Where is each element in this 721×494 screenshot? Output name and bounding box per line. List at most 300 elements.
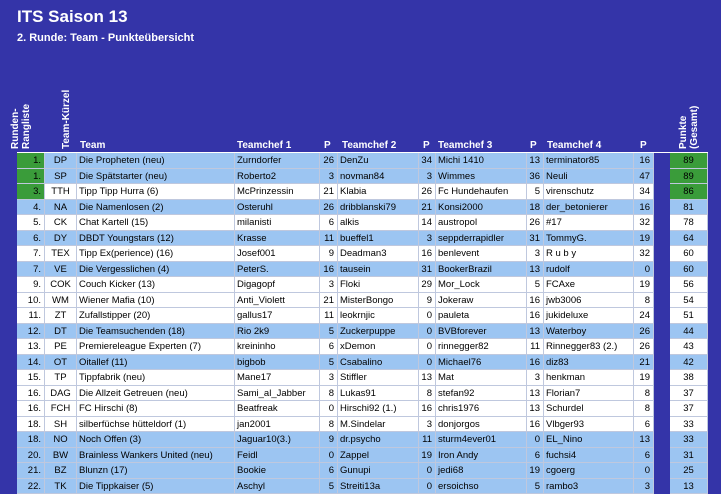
cell-chef2: leokrnjic	[338, 308, 419, 324]
cell-chef3: Iron Andy	[436, 448, 527, 464]
cell-chef3: donjorgos	[436, 417, 527, 433]
table-row	[17, 277, 708, 293]
cell-chef1: Sami_al_Jabber	[235, 386, 320, 402]
cell-p4: 8	[634, 386, 654, 402]
cell-team: Tipp Tipp Hurra (6)	[77, 184, 235, 200]
page-subtitle: 2. Runde: Team - Punkteübersicht	[17, 32, 194, 44]
cell-p4: 8	[634, 401, 654, 417]
cell-p3: 6	[527, 448, 544, 464]
cell-rank: 13.	[17, 339, 45, 355]
cell-separator	[654, 246, 670, 262]
cell-p2: 0	[419, 479, 436, 494]
cell-total: 89	[670, 153, 708, 169]
cell-p1: 11	[320, 231, 338, 247]
cell-rank: 5.	[17, 215, 45, 231]
table-row	[17, 339, 708, 355]
cell-chef2: Deadman3	[338, 246, 419, 262]
cell-p1: 3	[320, 370, 338, 386]
cell-team: Die Vergesslichen (4)	[77, 262, 235, 278]
cell-p1: 5	[320, 479, 338, 494]
cell-chef3: BookerBrazil	[436, 262, 527, 278]
cell-separator	[654, 401, 670, 417]
cell-chef3: ersoichso	[436, 479, 527, 494]
cell-team: Zufallstipper (20)	[77, 308, 235, 324]
cell-p4: 34	[634, 184, 654, 200]
cell-p4: 6	[634, 417, 654, 433]
cell-chef4: der_betonierer	[544, 200, 634, 216]
cell-p4: 16	[634, 200, 654, 216]
table-row	[17, 246, 708, 262]
cell-separator	[654, 184, 670, 200]
cell-separator	[654, 215, 670, 231]
header-rank	[10, 89, 32, 149]
cell-chef3: Fc Hundehaufen	[436, 184, 527, 200]
cell-p4: 8	[634, 293, 654, 309]
cell-total: 33	[670, 432, 708, 448]
cell-chef2: Klabia	[338, 184, 419, 200]
cell-team: Oitallef (11)	[77, 355, 235, 371]
cell-chef2: bueffel1	[338, 231, 419, 247]
cell-code: WM	[45, 293, 77, 309]
cell-chef1: Jaguar10(3.)	[235, 432, 320, 448]
cell-code: COK	[45, 277, 77, 293]
cell-code: PE	[45, 339, 77, 355]
cell-rank: 16.	[17, 401, 45, 417]
cell-p2: 0	[419, 355, 436, 371]
cell-p3: 13	[527, 386, 544, 402]
cell-chef2: Zappel	[338, 448, 419, 464]
cell-rank: 18.	[17, 417, 45, 433]
cell-p2: 9	[419, 293, 436, 309]
cell-p2: 3	[419, 231, 436, 247]
cell-chef4: Florian7	[544, 386, 634, 402]
cell-rank: 15.	[17, 370, 45, 386]
cell-p1: 6	[320, 463, 338, 479]
cell-team: Noch Offen (3)	[77, 432, 235, 448]
table-row	[17, 386, 708, 402]
cell-chef3: sturm4ever01	[436, 432, 527, 448]
cell-separator	[654, 386, 670, 402]
cell-separator	[654, 308, 670, 324]
cell-chef4: TommyG.	[544, 231, 634, 247]
cell-chef4: jwb3006	[544, 293, 634, 309]
cell-p3: 3	[527, 370, 544, 386]
cell-p1: 9	[320, 432, 338, 448]
table-row	[17, 432, 708, 448]
cell-p4: 0	[634, 262, 654, 278]
cell-p4: 47	[634, 169, 654, 185]
cell-chef3: austropol	[436, 215, 527, 231]
cell-rank: 3.	[17, 184, 45, 200]
cell-team: silberfüchse hütteldorf (1)	[77, 417, 235, 433]
header-code	[61, 90, 72, 149]
cell-chef2: dr.psycho	[338, 432, 419, 448]
cell-chef1: Zurndorfer	[235, 153, 320, 169]
cell-chef4: #17	[544, 215, 634, 231]
cell-separator	[654, 479, 670, 494]
cell-chef1: Josef001	[235, 246, 320, 262]
table-row	[17, 184, 708, 200]
cell-rank: 7.	[17, 246, 45, 262]
cell-separator	[654, 169, 670, 185]
cell-chef3: rinnegger82	[436, 339, 527, 355]
cell-p2: 19	[419, 448, 436, 464]
cell-code: FCH	[45, 401, 77, 417]
cell-chef2: Hirschi92 (1.)	[338, 401, 419, 417]
cell-total: 13	[670, 479, 708, 494]
cell-code: VE	[45, 262, 77, 278]
header-code-label: Team-Kürzel	[61, 90, 72, 149]
cell-p3: 3	[527, 246, 544, 262]
cell-chef3: Jokeraw	[436, 293, 527, 309]
cell-code: CK	[45, 215, 77, 231]
points-table	[17, 152, 708, 494]
cell-chef1: McPrinzessin	[235, 184, 320, 200]
cell-p3: 0	[527, 432, 544, 448]
cell-p2: 14	[419, 215, 436, 231]
cell-chef3: Wimmes	[436, 169, 527, 185]
cell-p2: 13	[419, 370, 436, 386]
table-row	[17, 355, 708, 371]
cell-chef1: Beatfreak	[235, 401, 320, 417]
table-row	[17, 215, 708, 231]
cell-code: DY	[45, 231, 77, 247]
cell-team: Wiener Mafia (10)	[77, 293, 235, 309]
cell-total: 43	[670, 339, 708, 355]
cell-team: Die Spätstarter (neu)	[77, 169, 235, 185]
header-chef2: Teamchef 2	[342, 140, 396, 152]
cell-separator	[654, 339, 670, 355]
cell-p4: 26	[634, 324, 654, 340]
cell-separator	[654, 432, 670, 448]
cell-p4: 32	[634, 215, 654, 231]
cell-p3: 16	[527, 355, 544, 371]
cell-p2: 3	[419, 417, 436, 433]
cell-team: FC Hirschi (8)	[77, 401, 235, 417]
header-p3: P	[530, 140, 537, 152]
cell-chef1: milanisti	[235, 215, 320, 231]
cell-chef4: Vlbger93	[544, 417, 634, 433]
cell-p3: 19	[527, 463, 544, 479]
cell-chef1: kreininho	[235, 339, 320, 355]
cell-chef1: Feidl	[235, 448, 320, 464]
cell-rank: 21.	[17, 463, 45, 479]
cell-p1: 3	[320, 169, 338, 185]
table-row	[17, 231, 708, 247]
cell-p1: 21	[320, 293, 338, 309]
cell-chef3: seppderrapidler	[436, 231, 527, 247]
cell-p1: 26	[320, 153, 338, 169]
cell-p2: 29	[419, 277, 436, 293]
cell-rank: 7.	[17, 262, 45, 278]
table-row	[17, 200, 708, 216]
cell-code: ZT	[45, 308, 77, 324]
cell-separator	[654, 262, 670, 278]
table-row	[17, 417, 708, 433]
cell-code: TTH	[45, 184, 77, 200]
cell-chef2: Floki	[338, 277, 419, 293]
cell-p3: 31	[527, 231, 544, 247]
cell-p3: 5	[527, 184, 544, 200]
cell-rank: 20.	[17, 448, 45, 464]
cell-chef1: Digagopf	[235, 277, 320, 293]
cell-rank: 4.	[17, 200, 45, 216]
cell-chef2: Stiffler	[338, 370, 419, 386]
cell-p2: 3	[419, 169, 436, 185]
cell-chef1: Roberto2	[235, 169, 320, 185]
cell-team: Tipp Ex(perience) (16)	[77, 246, 235, 262]
cell-total: 25	[670, 463, 708, 479]
cell-p4: 24	[634, 308, 654, 324]
cell-separator	[654, 153, 670, 169]
cell-p3: 18	[527, 200, 544, 216]
cell-separator	[654, 448, 670, 464]
cell-chef1: jan2001	[235, 417, 320, 433]
cell-code: NO	[45, 432, 77, 448]
cell-chef4: diz83	[544, 355, 634, 371]
cell-chef2: M.Sindelar	[338, 417, 419, 433]
cell-p1: 5	[320, 324, 338, 340]
cell-p4: 19	[634, 231, 654, 247]
table-row	[17, 463, 708, 479]
cell-separator	[654, 277, 670, 293]
cell-p4: 26	[634, 339, 654, 355]
cell-rank: 11.	[17, 308, 45, 324]
cell-code: DAG	[45, 386, 77, 402]
header-points	[678, 89, 700, 149]
cell-total: 86	[670, 184, 708, 200]
cell-p1: 26	[320, 200, 338, 216]
cell-p4: 21	[634, 355, 654, 371]
cell-total: 78	[670, 215, 708, 231]
cell-team: Die Tippkaiser (5)	[77, 479, 235, 494]
header-chef4: Teamchef 4	[547, 140, 601, 152]
cell-p3: 13	[527, 153, 544, 169]
cell-total: 89	[670, 169, 708, 185]
cell-chef4: R u b y	[544, 246, 634, 262]
cell-p4: 13	[634, 432, 654, 448]
cell-p2: 0	[419, 308, 436, 324]
header-points-label: Punkte (Gesamt)	[678, 106, 700, 149]
cell-chef4: rudolf	[544, 262, 634, 278]
cell-chef4: Rinnegger83 (2.)	[544, 339, 634, 355]
cell-rank: 10.	[17, 293, 45, 309]
cell-total: 54	[670, 293, 708, 309]
cell-chef1: PeterS.	[235, 262, 320, 278]
cell-team: Blunzn (17)	[77, 463, 235, 479]
cell-team: Tippfabrik (neu)	[77, 370, 235, 386]
cell-chef1: Aschyl	[235, 479, 320, 494]
cell-team: Die Namenlosen (2)	[77, 200, 235, 216]
cell-chef2: MisterBongo	[338, 293, 419, 309]
cell-rank: 6.	[17, 231, 45, 247]
cell-team: DBDT Youngstars (12)	[77, 231, 235, 247]
table-row	[17, 479, 708, 494]
cell-p3: 26	[527, 215, 544, 231]
cell-rank: 18.	[17, 432, 45, 448]
cell-p2: 0	[419, 463, 436, 479]
cell-total: 42	[670, 355, 708, 371]
cell-chef3: Mor_Lock	[436, 277, 527, 293]
cell-p2: 34	[419, 153, 436, 169]
cell-p1: 0	[320, 448, 338, 464]
cell-p1: 0	[320, 401, 338, 417]
cell-chef3: Michi 1410	[436, 153, 527, 169]
cell-p3: 13	[527, 324, 544, 340]
cell-chef2: tausein	[338, 262, 419, 278]
cell-p3: 13	[527, 401, 544, 417]
cell-total: 37	[670, 386, 708, 402]
cell-p2: 16	[419, 401, 436, 417]
cell-chef1: Mane17	[235, 370, 320, 386]
cell-team: Die Propheten (neu)	[77, 153, 235, 169]
cell-p1: 6	[320, 339, 338, 355]
cell-p4: 3	[634, 479, 654, 494]
cell-p3: 11	[527, 339, 544, 355]
cell-p2: 16	[419, 246, 436, 262]
table-row	[17, 293, 708, 309]
cell-chef4: virenschutz	[544, 184, 634, 200]
header-chef3: Teamchef 3	[438, 140, 492, 152]
header-team: Team	[80, 140, 105, 152]
cell-p1: 3	[320, 277, 338, 293]
cell-chef1: gallus17	[235, 308, 320, 324]
cell-chef3: stefan92	[436, 386, 527, 402]
cell-total: 60	[670, 246, 708, 262]
cell-code: TP	[45, 370, 77, 386]
cell-chef2: novman84	[338, 169, 419, 185]
cell-p1: 16	[320, 262, 338, 278]
cell-p3: 5	[527, 479, 544, 494]
cell-chef4: terminator85	[544, 153, 634, 169]
cell-p1: 21	[320, 184, 338, 200]
cell-chef2: Lukas91	[338, 386, 419, 402]
cell-p1: 8	[320, 417, 338, 433]
cell-p4: 19	[634, 277, 654, 293]
cell-p3: 5	[527, 277, 544, 293]
cell-chef4: FCAxe	[544, 277, 634, 293]
cell-chef1: Rio 2k9	[235, 324, 320, 340]
cell-rank: 9.	[17, 277, 45, 293]
cell-p1: 11	[320, 308, 338, 324]
cell-total: 37	[670, 401, 708, 417]
cell-chef1: Anti_Violett	[235, 293, 320, 309]
page-title: ITS Saison 13	[17, 7, 128, 27]
cell-p2: 21	[419, 200, 436, 216]
cell-p3: 13	[527, 262, 544, 278]
table-row	[17, 401, 708, 417]
cell-chef3: benlevent	[436, 246, 527, 262]
cell-total: 38	[670, 370, 708, 386]
cell-chef4: cgoerg	[544, 463, 634, 479]
cell-code: OT	[45, 355, 77, 371]
cell-p3: 16	[527, 417, 544, 433]
cell-separator	[654, 355, 670, 371]
cell-chef4: rambo3	[544, 479, 634, 494]
cell-p2: 11	[419, 432, 436, 448]
cell-chef3: chris1976	[436, 401, 527, 417]
cell-chef2: Csabalino	[338, 355, 419, 371]
cell-chef4: fuchsi4	[544, 448, 634, 464]
cell-p4: 0	[634, 463, 654, 479]
cell-p3: 16	[527, 293, 544, 309]
cell-separator	[654, 293, 670, 309]
cell-chef1: Krasse	[235, 231, 320, 247]
cell-chef1: Bookie	[235, 463, 320, 479]
cell-chef2: alkis	[338, 215, 419, 231]
cell-chef2: DenZu	[338, 153, 419, 169]
cell-chef4: henkman	[544, 370, 634, 386]
cell-chef1: bigbob	[235, 355, 320, 371]
cell-chef3: pauleta	[436, 308, 527, 324]
cell-code: BZ	[45, 463, 77, 479]
cell-team: Chat Kartell (15)	[77, 215, 235, 231]
cell-p3: 36	[527, 169, 544, 185]
header-chef1: Teamchef 1	[237, 140, 291, 152]
cell-rank: 12.	[17, 324, 45, 340]
cell-chef3: Konsi2000	[436, 200, 527, 216]
cell-separator	[654, 200, 670, 216]
cell-p1: 5	[320, 355, 338, 371]
cell-total: 81	[670, 200, 708, 216]
cell-team: Couch Kicker (13)	[77, 277, 235, 293]
cell-total: 44	[670, 324, 708, 340]
cell-code: TEX	[45, 246, 77, 262]
cell-team: Die Allzeit Getreuen (neu)	[77, 386, 235, 402]
cell-p1: 6	[320, 215, 338, 231]
cell-p2: 31	[419, 262, 436, 278]
cell-chef4: EL_Nino	[544, 432, 634, 448]
table-row	[17, 324, 708, 340]
table-row	[17, 262, 708, 278]
cell-team: Premiereleague Experten (7)	[77, 339, 235, 355]
cell-chef4: jukideluxe	[544, 308, 634, 324]
cell-team: Brainless Wankers United (neu)	[77, 448, 235, 464]
cell-p1: 9	[320, 246, 338, 262]
cell-p3: 16	[527, 308, 544, 324]
cell-total: 64	[670, 231, 708, 247]
cell-chef2: xDemon	[338, 339, 419, 355]
cell-code: BW	[45, 448, 77, 464]
cell-total: 60	[670, 262, 708, 278]
cell-code: SP	[45, 169, 77, 185]
cell-p2: 26	[419, 184, 436, 200]
header-rank-label: Runden-Rangliste	[10, 104, 32, 149]
header-p1: P	[324, 140, 331, 152]
cell-separator	[654, 370, 670, 386]
cell-chef2: Gunupi	[338, 463, 419, 479]
table-row	[17, 370, 708, 386]
cell-p4: 6	[634, 448, 654, 464]
cell-total: 31	[670, 448, 708, 464]
header-p2: P	[423, 140, 430, 152]
table-row	[17, 153, 708, 169]
cell-rank: 16.	[17, 386, 45, 402]
cell-rank: 22.	[17, 479, 45, 494]
cell-code: DP	[45, 153, 77, 169]
cell-p2: 8	[419, 386, 436, 402]
cell-p2: 0	[419, 339, 436, 355]
cell-total: 33	[670, 417, 708, 433]
cell-chef2: Streiti13a	[338, 479, 419, 494]
cell-chef4: Schurdel	[544, 401, 634, 417]
cell-chef2: Zuckerpuppe	[338, 324, 419, 340]
cell-total: 51	[670, 308, 708, 324]
cell-chef1: Osteruhl	[235, 200, 320, 216]
cell-chef2: dribblanski79	[338, 200, 419, 216]
cell-chef3: Mat	[436, 370, 527, 386]
cell-rank: 14.	[17, 355, 45, 371]
